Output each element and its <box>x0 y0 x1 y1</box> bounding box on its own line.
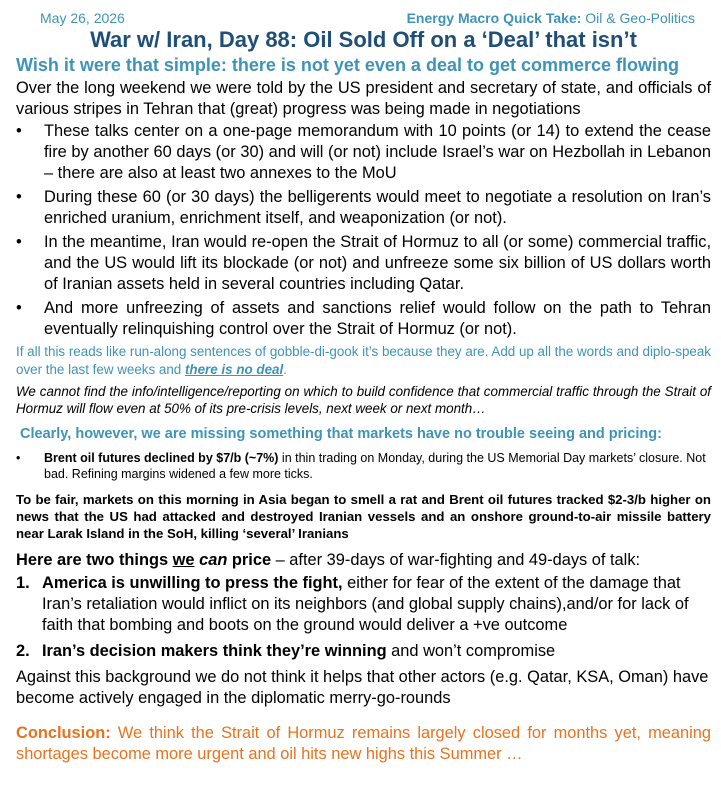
conclusion-label: Conclusion: <box>16 724 111 742</box>
list-item <box>16 298 711 340</box>
item-number: 2. <box>16 642 30 660</box>
note-text: If all this reads like run-along sentences of gobble-di-gook it’s because they are. Add up all the words and diplo-speak over the last few weeks and <box>16 344 711 377</box>
header-bar <box>16 0 711 26</box>
conclusion-text: We think the Strait of Hormuz remains largely closed for months yet, meaning shortages become more urgent and oil hits new highs this Summer … <box>16 724 711 763</box>
list-item <box>16 450 711 482</box>
brent-decline-bold: Brent oil futures declined by $7/b (~7%) <box>44 451 279 465</box>
against-paragraph: Against this background we do not think it helps that other actors (e.g. Qatar, KSA, Oman) have become actively engaged in the diplomatic merry-go-rounds <box>16 668 709 707</box>
two-things-heading <box>16 550 711 571</box>
list-item <box>16 121 711 184</box>
list-item <box>16 573 711 636</box>
report-date: May 26, 2026 <box>40 10 125 26</box>
market-bullets <box>16 450 711 482</box>
bullet-text: In the meantime, Iran would re-open the Strait of Hormuz to all (or some) commercial traffic, and the US would lift its blockade (or not) and unfreeze some six billion of US dollars worth of Iranian assets held in several countries including Qatar. <box>44 233 711 293</box>
item-text: and won’t compromise <box>386 642 556 660</box>
brent-decline-text: in thin trading on Monday, during the US Memorial Day markets’ closure. Not bad. Refining margins widened a few more ticks. <box>44 451 706 481</box>
list-item <box>16 232 711 295</box>
two-things-can: can <box>199 551 228 569</box>
two-things-list <box>16 573 711 662</box>
list-item <box>16 187 711 229</box>
list-item <box>16 641 711 662</box>
item-text: either for fear of the extent of the damage that Iran’s retaliation would inflict on its neighbors (and global supply chains),and/or for lack of faith that bombing and boots on the ground would deliver a +ve outcome <box>42 574 689 634</box>
two-things-price: price <box>227 551 272 569</box>
bullet-text: During these 60 (or 30 days) the belligerents would meet to negotiate a resolution on Iran’s enriched uranium, enrichment itself, and weaponization (or not). <box>44 188 711 227</box>
bullet-text: And more unfreezing of assets and sanctions relief would follow on the path to Tehran eventually relinquishing control over the Strait of Hormuz (or not). <box>44 299 711 338</box>
bullet-dot: • <box>16 233 22 251</box>
intro-paragraph: Over the long weekend we were told by the US president and secretary of state, and officials of various stripes in Tehran that (great) progress was being made in negotiations <box>16 79 711 118</box>
two-things-lead: Here are two things <box>16 551 173 569</box>
markets-heading: Clearly, however, we are missing something that markets have no trouble seeing and pricing: <box>20 426 662 442</box>
to-be-fair-paragraph: To be fair, markets on this morning in Asia began to smell a rat and Brent oil futures tracked $2-3/b higher on news that the US had attacked and destroyed Iranian vessels and an onshore ground-to-air missile battery near Larak Island in the SoH, killing ‘several’ Iranians <box>16 492 711 541</box>
bullet-dot: • <box>16 188 22 206</box>
page-title: War w/ Iran, Day 88: Oil Sold Off on a ‘Deal’ that isn’t <box>90 27 637 52</box>
bullet-dot: • <box>16 299 22 317</box>
two-things-we: we <box>172 551 195 569</box>
two-things-rest: – after 39-days of war-fighting and 49-days of talk: <box>271 551 641 569</box>
item-lead: Iran’s decision makers think they’re winning <box>42 642 387 660</box>
note-end: . <box>283 362 287 377</box>
bullet-dot: • <box>16 451 21 465</box>
negotiation-bullets <box>16 121 711 340</box>
bullet-text: These talks center on a one-page memorandum with 10 points (or 14) to extend the cease fire by another 60 days (or 30) and will (or not) include Israel’s war on Hezbollah in Lebanon – there are also at least two annexes to the MoU <box>44 122 711 182</box>
page-subtitle: Wish it were that simple: there is not yet even a deal to get commerce flowing <box>16 55 679 75</box>
report-brand <box>407 10 695 26</box>
brand-rest: Oil & Geo-Politics <box>581 10 695 26</box>
item-number: 1. <box>16 574 30 592</box>
gobbledigook-note <box>16 343 711 379</box>
conclusion-paragraph <box>16 723 711 765</box>
item-lead: America is unwilling to press the fight, <box>42 574 343 592</box>
no-deal-emphasis: there is no deal <box>184 362 284 377</box>
bullet-dot: • <box>16 122 22 140</box>
confidence-note: We cannot find the info/intelligence/reporting on which to build confidence that commercial traffic through the Strait of Hormuz will flow even at 50% of its pre-crisis levels, next week or next month… <box>16 384 711 416</box>
brand-bold: Energy Macro Quick Take: <box>406 10 582 26</box>
